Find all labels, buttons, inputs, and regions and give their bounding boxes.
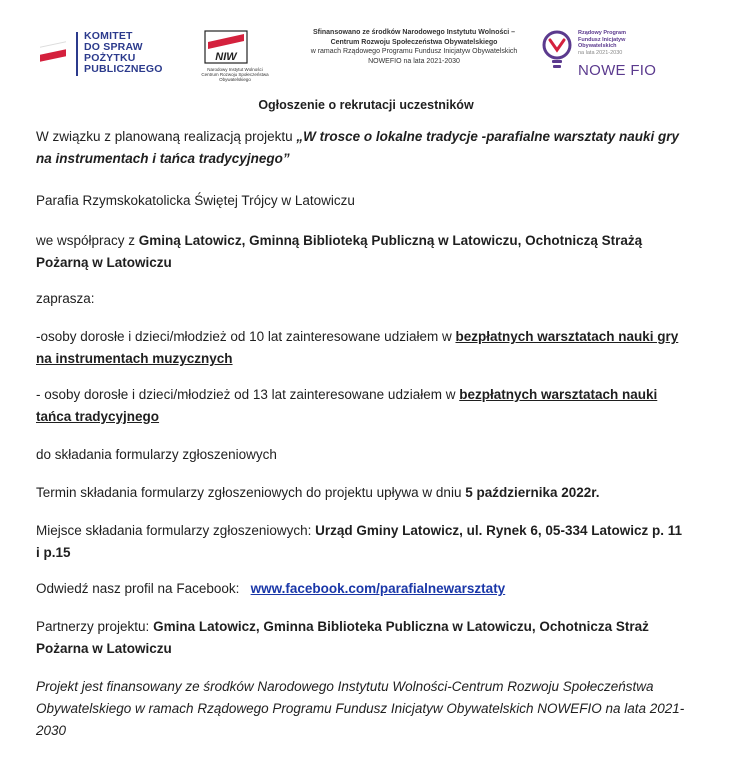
fio-logo-title: NOWE FIO <box>578 62 657 79</box>
place-paragraph: Miejsce składania formularzy zgłoszeniowych: Urząd Gminy Latowicz, ul. Rynek 6, 05-334 Latowicz p. 11 i p.15 <box>36 523 682 560</box>
fio-program-text: Rządowy Program Fundusz Inicjatyw Obywatelskich na lata 2021-2030 <box>578 30 626 56</box>
document-title: Ogłoszenie o rekrutacji uczestników <box>258 98 474 112</box>
group-adults-kids-13: - osoby dorosłe i dzieci/młodzież od 13 lat zainteresowane udziałem w bezpłatnych warsztatach nauki tańca tradycyjnego <box>36 387 658 424</box>
dance-workshop-emphasis: bezpłatnych warsztatach nauki tańca tradycyjnego <box>36 387 658 424</box>
polish-flag-icon <box>40 44 66 60</box>
forms-paragraph: do składania formularzy zgłoszeniowych <box>36 447 277 462</box>
cooperation-paragraph: we współpracy z Gminą Latowicz, Gminną Biblioteką Publiczną w Latowiczu, Ochotniczą Strażą Pożarną w Latowiczu <box>36 233 643 270</box>
facebook-paragraph: Odwiedź nasz profil na Facebook: www.facebook.com/parafialnewarsztaty <box>36 581 506 596</box>
lightbulb-icon <box>540 30 574 72</box>
komitet-logo <box>38 30 178 80</box>
logo-header <box>0 0 729 95</box>
facebook-link[interactable]: www.facebook.com/parafialnewarsztaty <box>250 581 506 596</box>
cooperation-partners: Gminą Latowicz, Gminną Biblioteką Publiczną w Latowiczu, Ochotniczą Strażą Pożarną w Latowiczu <box>36 233 643 270</box>
niw-emblem-icon <box>204 30 248 64</box>
invites-paragraph: zaprasza: <box>36 291 95 306</box>
niw-logo <box>190 30 280 82</box>
niw-caption: Narodowy Instytut Wolności Centrum Rozwoju Społeczeństwa Obywatelskiego <box>201 67 269 82</box>
intro-paragraph: W związku z planowaną realizacją projektu „W trosce o lokalne tradycje -parafialne warsztaty nauki gry na instrumentach i tańca tradycyjnego” <box>36 129 680 166</box>
komitet-logo-text: KOMITET DO SPRAW POŻYTKU PUBLICZNEGO <box>84 30 163 75</box>
partners-value: Gmina Latowicz, Gminna Biblioteka Publiczna w Latowiczu, Ochotnicza Straż Pożarna w Latowiczu <box>36 619 649 656</box>
partners-paragraph: Partnerzy projektu: Gmina Latowicz, Gminna Biblioteka Publiczna w Latowiczu, Ochotnicza Straż Pożarna w Latowiczu <box>36 619 649 656</box>
deadline-date: 5 października 2022r. <box>465 485 600 500</box>
funding-statement: Sfinansowano ze środków Narodowego Instytutu Wolności – Centrum Rozwoju Społeczeństwa Obywatelskiego w ramach Rządowego Programu Fundusz Inicjatyw Obywatelskich NOWEFIO na lata 2021-2030 <box>310 29 518 65</box>
place-value: Urząd Gminy Latowicz, ul. Rynek 6, 05-334 Latowicz p. 11 i p.15 <box>36 523 682 560</box>
financing-note: Projekt jest finansowany ze środków Narodowego Instytutu Wolności-Centrum Rozwoju Społeczeństwa Obywatelskiego w ramach Rządowego Programu Fundusz Inicjatyw Obywatelskich NOWEFIO na lata 2021-2030 <box>36 679 685 738</box>
deadline-paragraph: Termin składania formularzy zgłoszeniowych do projektu upływa w dniu 5 października 2022r. <box>36 485 600 500</box>
nowe-fio-logo <box>540 28 660 84</box>
music-workshop-emphasis: bezpłatnych warsztatach nauki gry na instrumentach muzycznych <box>36 329 679 366</box>
organizer-paragraph: Parafia Rzymskokatolicka Świętej Trójcy w Latowiczu <box>36 193 355 208</box>
logo-divider <box>76 32 78 76</box>
niw-logo-text: NIW <box>215 51 237 63</box>
group-adults-kids-10: -osoby dorosłe i dzieci/młodzież od 10 lat zainteresowane udziałem w bezpłatnych warsztatach nauki gry na instrumentach muzycznych <box>36 329 679 366</box>
project-name: „W trosce o lokalne tradycje -parafialne warsztaty nauki gry na instrumentach i tańca tradycyjnego” <box>36 129 680 166</box>
